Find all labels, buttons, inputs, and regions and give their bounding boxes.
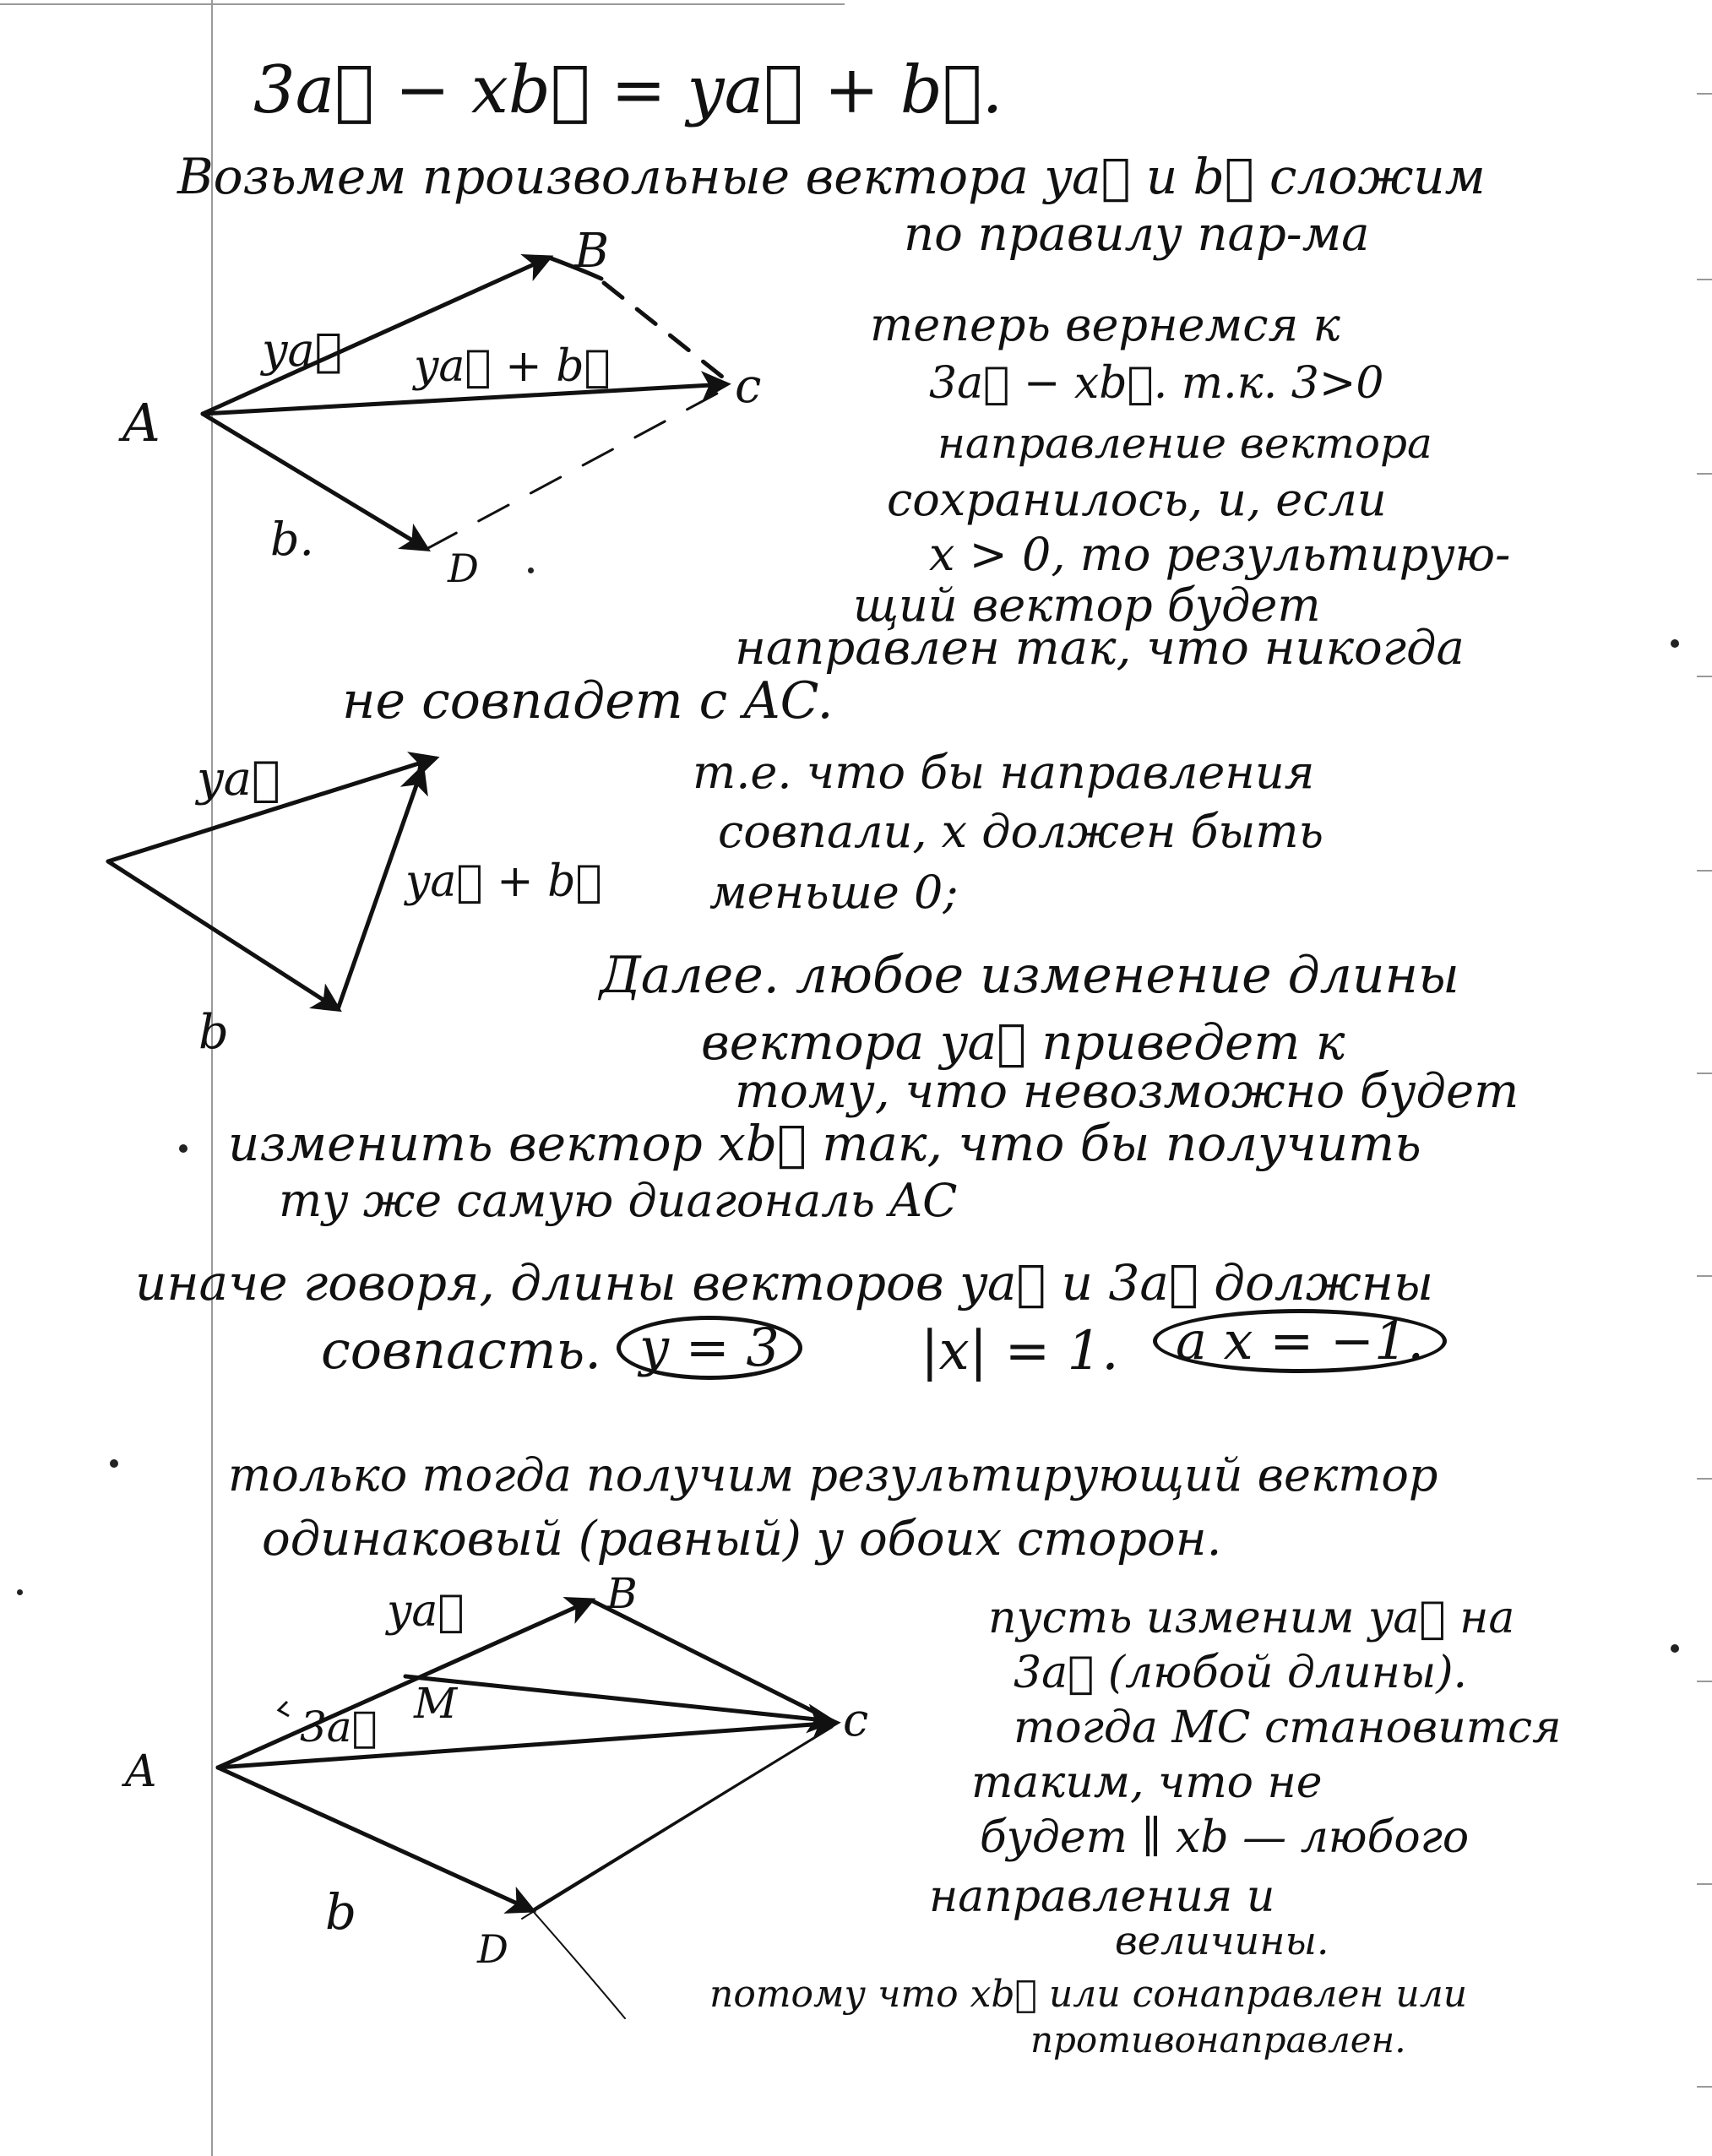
text-line-7: x > 0, то результирую-	[929, 528, 1511, 581]
fig3-label-D: D	[477, 1926, 508, 1972]
text-line-20c: |x| = 1.	[921, 1320, 1119, 1382]
edge-tick	[1697, 1883, 1712, 1885]
answer-x: a x = −1.	[1153, 1309, 1447, 1373]
fig2-label-sum: ya⃗ + b⃗	[405, 856, 602, 907]
fig2-label-b: b	[198, 1005, 229, 1060]
text-line-16: тому, что невозможно будет	[735, 1064, 1519, 1119]
text-line-12: совпали, x должен быть	[718, 805, 1324, 858]
fig1-label-B: B	[574, 224, 610, 279]
figure-1-lines	[203, 258, 726, 549]
text-line-23: пусть изменим ya⃗ на	[988, 1593, 1515, 1643]
text-line-13: меньше 0;	[709, 866, 959, 919]
answer-y: y = 3	[617, 1316, 802, 1380]
text-line-10: не совпадет с AC.	[342, 671, 834, 730]
edge-tick	[1697, 2086, 1712, 2088]
text-line-3: теперь вернемся к	[870, 298, 1340, 351]
edge-tick	[1697, 870, 1712, 872]
scan-dot	[528, 568, 534, 573]
text-line-14: Далее. любое изменение длины	[600, 946, 1459, 1005]
text-line-1: Возьмем произвольные вектора ya⃗ и b⃗ сложим	[177, 148, 1486, 205]
edge-tick	[1697, 676, 1712, 677]
text-line-30: потому что xb⃗ или сонаправлен или	[709, 1973, 1468, 2016]
scan-dot	[179, 1144, 188, 1153]
text-line-4: 3a⃗ − xb⃗. т.к. 3>0	[929, 358, 1384, 409]
text-line-25: тогда MC становится	[1014, 1703, 1562, 1753]
fig1-label-ya: ya⃗	[262, 323, 343, 377]
text-line-5: направление вектора	[938, 419, 1432, 468]
edge-tick	[1697, 473, 1712, 475]
text-line-6: сохранилось, и, если	[887, 473, 1387, 526]
text-line-28: направления и	[929, 1871, 1275, 1922]
fig2-label-ya: ya⃗	[197, 752, 280, 806]
edge-tick	[1697, 1073, 1712, 1074]
fig3-label-C: c	[843, 1693, 869, 1746]
text-line-2: по правилу пар-ма	[904, 207, 1370, 262]
edge-tick	[1697, 1681, 1712, 1682]
edge-tick	[1697, 1478, 1712, 1480]
edge-tick	[1697, 1275, 1712, 1277]
fig3-label-ya: ya⃗	[387, 1586, 465, 1637]
edge-tick	[1697, 279, 1712, 280]
figure-3-lines	[218, 1600, 836, 2018]
text-line-9: направлен так, что никогда	[735, 621, 1465, 676]
text-line-31: противонаправлен.	[1030, 2019, 1406, 2061]
fig1-label-D: D	[448, 546, 479, 591]
scan-dot	[1671, 1644, 1679, 1653]
text-line-8: щий вектор будет	[853, 578, 1321, 632]
text-line-22: одинаковый (равный) у обоих сторон.	[262, 1512, 1222, 1567]
text-line-29: величины.	[1115, 1918, 1329, 1963]
fig3-label-M: M	[414, 1679, 458, 1728]
scan-dot	[110, 1459, 118, 1468]
scan-dot	[1671, 639, 1679, 648]
scan-dot	[17, 1589, 23, 1595]
text-line-26: таким, что не	[971, 1757, 1323, 1808]
fig1-label-A: A	[122, 392, 160, 453]
fig1-label-C: c	[735, 359, 762, 414]
edge-tick	[1697, 93, 1712, 95]
text-line-11: т.е. что бы направления	[693, 746, 1315, 799]
text-line-20a: совпасть.	[321, 1319, 602, 1381]
fig1-label-sum: ya⃗ + b⃗	[414, 341, 611, 392]
fig3-label-b: b	[325, 1883, 357, 1941]
fig3-label-B: B	[606, 1569, 638, 1618]
fig1-label-b: b.	[270, 513, 314, 566]
text-line-21: только тогда получим результирующий вектор	[228, 1448, 1438, 1502]
equation: 3a⃗ − xb⃗ = ya⃗ + b⃗.	[253, 52, 1003, 128]
text-line-18: ту же самую диагональ AC	[279, 1174, 958, 1227]
text-line-19: иначе говоря, длины векторов ya⃗ и 3a⃗ должны	[135, 1254, 1434, 1312]
text-line-15: вектора ya⃗ приведет к	[701, 1013, 1345, 1071]
text-line-24: 3a⃗ (любой длины).	[1014, 1648, 1468, 1698]
fig3-label-3a: 3a⃗	[300, 1703, 378, 1751]
text-line-27: будет ∥ xb — любого	[980, 1812, 1470, 1863]
text-line-17: изменить вектор xb⃗ так, что бы получить	[228, 1115, 1421, 1172]
fig3-label-A: A	[125, 1746, 157, 1797]
